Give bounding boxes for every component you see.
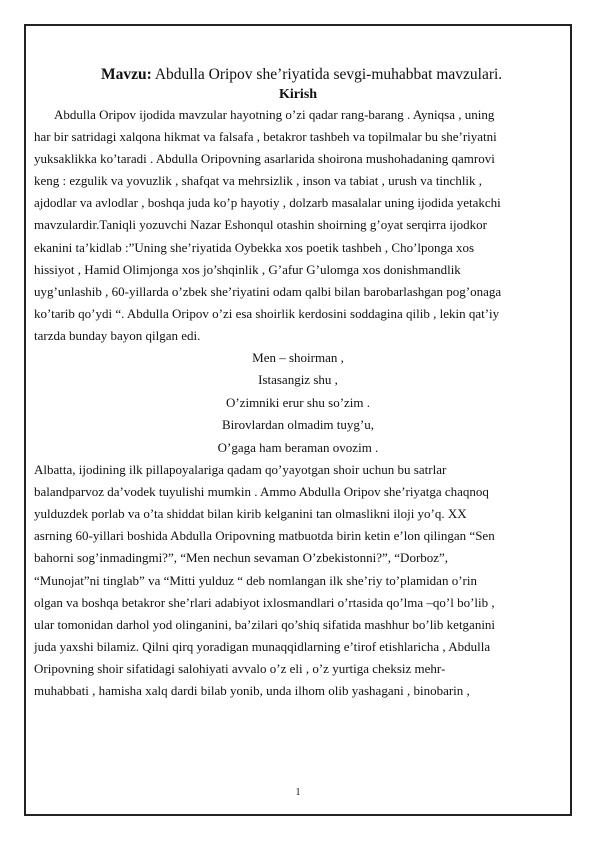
poem-quote xyxy=(34,347,562,459)
paragraph-line: olgan va boshqa betakror she’rlari adabiyot ixlosmandlari o’rtasida qo’lma –qo’l bo’lib , xyxy=(34,594,495,610)
title-text: Abdulla Oripov she’riyatida sevgi-muhabbat mavzulari. xyxy=(151,66,503,83)
paragraph-line: Oripovning shoir sifatidagi salohiyati avvalo o’z eli , o’z yurtiga cheksiz mehr- xyxy=(34,660,446,676)
paragraph-line: Abdulla Oripov ijodida mavzular hayotning o’zi qadar rang-barang . Ayniqsa , uning xyxy=(54,107,495,122)
paragraph-line: ekanini ta’kidlab :”Uning she’riyatida Oybekka xos poetik tashbeh , Cho’lponga xos xyxy=(34,239,475,255)
paragraph-line: Albatta, ijodining ilk pillapoyalariga qadam qo’yayotgan shoir uchun bu satrlar xyxy=(34,462,447,478)
paragraph-intro xyxy=(34,104,562,347)
poem-line: O’gaga ham beraman ovozim . xyxy=(217,439,379,455)
paragraph-line: yulduzdek porlab va o’ta shiddat bilan kirib kelganini tan olmaslikni iloji yo’q. XX xyxy=(34,506,467,522)
paragraph-line: ular tomonidan darhol yod olinganini, ba’zilari qo’shiq sifatida mashhur bo’lib ketganini xyxy=(34,616,496,632)
poem-line: Istasangiz shu , xyxy=(258,372,338,388)
poem-line: Birovlardan olmadim tuyg’u, xyxy=(221,417,374,433)
paragraph-line: balandparvoz da’vodek tuyulishi mumkin . Ammo Abdulla Oripov she’riyatga chaqnoq xyxy=(34,484,489,500)
paragraph-line: uyg’unlashib , 60-yillarda o’zbek she’riyatini odam qalbi bilan barobarlashgan pog’onaga xyxy=(34,283,502,299)
section-heading: Kirish xyxy=(278,87,318,102)
paragraph-line: yuksaklikka ko’taradi . Abdulla Oripovning asarlarida shoirona mushohadaning qamrovi xyxy=(34,151,495,167)
paragraph-line: mavzulardir.Taniqli yozuvchi Nazar Eshonqul otashin shoirning g’oyat serqirra ijodkor xyxy=(34,217,487,233)
paragraph-line: asrning 60-yillari boshida Abdulla Oripovning matbuotda birin ketin e’lon qilingan “Sen xyxy=(34,528,495,544)
paragraph-line: ajdodlar va avlodlar , boshqa juda ko’p hayotiy , dolzarb masalalar uning ijodida yetakchi xyxy=(34,195,501,211)
paragraph-line: “Munojat”ni tinglab” va “Mitti yulduz “ deb nomlangan ilk she’riy to’plamidan o’rin xyxy=(34,572,477,588)
title-label: Mavzu: xyxy=(101,66,152,83)
poem-line: O’zimniki erur shu so’zim . xyxy=(225,394,371,410)
paragraph-line: tarzda bunday bayon qilgan edi. xyxy=(34,327,201,343)
paragraph-line: juda yaxshi bilamiz. Qilni qirq yoradigan munaqqidlarning e’tirof etishlaricha , Abdulla xyxy=(34,638,491,654)
document-title xyxy=(101,64,562,86)
paragraph-main xyxy=(34,459,562,702)
paragraph-line: hissiyot , Hamid Olimjonga xos jo’shqinlik , G’afur G’ulomga xos donishmandlik xyxy=(34,261,461,277)
document-body xyxy=(34,64,562,702)
paragraph-line: har bir satridagi xalqona hikmat va falsafa , betakror tashbeh va topilmalar bu she’riyatni xyxy=(34,129,497,145)
paragraph-line: muhabbati , hamisha xalq dardi bilab yonib, unda ilhom olib yashagani , binobarin , xyxy=(34,683,470,698)
page-number: 1 xyxy=(295,787,301,798)
paragraph-line: ko’tarib qo’ydi “. Abdulla Oripov o’zi esa shoirlik kerdosini soddagina qilib , lekin qat’iy xyxy=(34,305,500,321)
poem-line: Men – shoirman , xyxy=(252,350,344,366)
paragraph-line: bahorni sog’inmadingmi?”, “Men nechun sevaman O’zbekistonni?”, “Dorboz”, xyxy=(34,550,449,566)
paragraph-line: keng : ezgulik va yovuzlik , shafqat va mehrsizlik , inson va tabiat , urush va tinchlik , xyxy=(34,173,483,189)
